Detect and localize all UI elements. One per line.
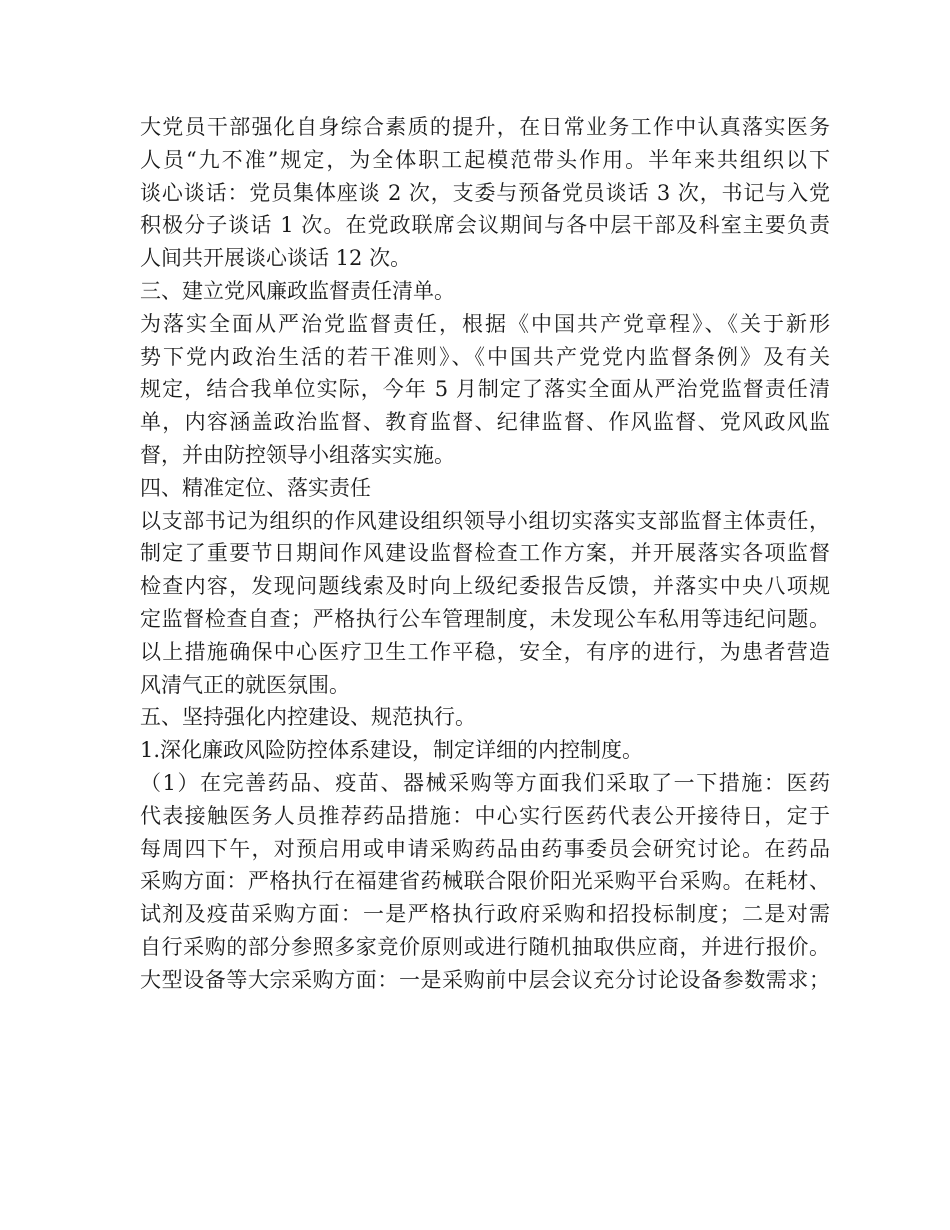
text-line: 制定了重要节日期间作风建设监督检查工作方案，并开展落实各项监督 — [140, 541, 830, 566]
text-line: 检查内容，发现问题线索及时向上级纪委报告反馈，并落实中央八项规 — [140, 574, 830, 599]
section-heading: 五、坚持强化内控建设、规范执行。 — [140, 705, 476, 730]
text-line: 为落实全面从严治党监督责任，根据《中国共产党章程》、《关于新形 — [140, 311, 830, 336]
text-line: 谈心谈话：党员集体座谈 2 次，支委与预备党员谈话 3 次，书记与入党 — [140, 180, 830, 205]
text-line: 每周四下午，对预启用或申请采购药品由药事委员会研究讨论。在药品 — [140, 836, 830, 861]
text-line: 采购方面：严格执行在福建省药械联合限价阳光采购平台采购。在耗材、 — [140, 869, 830, 894]
document-body — [140, 111, 830, 997]
text-line: （1）在完善药品、疫苗、器械采购等方面我们采取了一下措施：医药 — [140, 770, 830, 795]
text-line: 势下党内政治生活的若干准则》、《中国共产党党内监督条例》及有关 — [140, 344, 830, 369]
text-line: 试剂及疫苗采购方面：一是严格执行政府采购和招投标制度；二是对需 — [140, 902, 830, 927]
text-line: 积极分子谈话 1 次。在党政联席会议期间与各中层干部及科室主要负责 — [140, 213, 830, 238]
text-line: 督，并由防控领导小组落实实施。 — [140, 442, 455, 467]
text-line: 以支部书记为组织的作风建设组织领导小组切实落实支部监督主体责任， — [140, 508, 830, 533]
subsection-heading: 1.深化廉政风险防控体系建设，制定详细的内控制度。 — [140, 738, 644, 763]
text-line: 大型设备等大宗采购方面：一是采购前中层会议充分讨论设备参数需求； — [140, 967, 830, 992]
section-heading: 三、建立党风廉政监督责任清单。 — [140, 278, 455, 303]
text-line: 自行采购的部分参照多家竞价原则或进行随机抽取供应商，并进行报价。 — [140, 934, 830, 959]
text-line: 单，内容涵盖政治监督、教育监督、纪律监督、作风监督、党风政风监 — [140, 410, 830, 435]
text-line: 大党员干部强化自身综合素质的提升，在日常业务工作中认真落实医务 — [140, 115, 830, 139]
text-line: 人间共开展谈心谈话 12 次。 — [140, 246, 412, 271]
text-line: 风清气正的就医氛围。 — [140, 672, 350, 697]
text-line: 人员“九不准”规定，为全体职工起模范带头作用。半年来共组织以下 — [140, 147, 830, 172]
text-line: 代表接触医务人员推荐药品措施：中心实行医药代表公开接待日，定于 — [140, 803, 830, 828]
text-line: 规定，结合我单位实际，今年 5 月制定了落实全面从严治党监督责任清 — [140, 377, 830, 402]
text-line: 定监督检查自查；严格执行公车管理制度，未发现公车私用等违纪问题。 — [140, 606, 830, 631]
text-line: 以上措施确保中心医疗卫生工作平稳，安全，有序的进行，为患者营造 — [140, 639, 830, 664]
section-heading: 四、精准定位、落实责任 — [140, 475, 371, 500]
